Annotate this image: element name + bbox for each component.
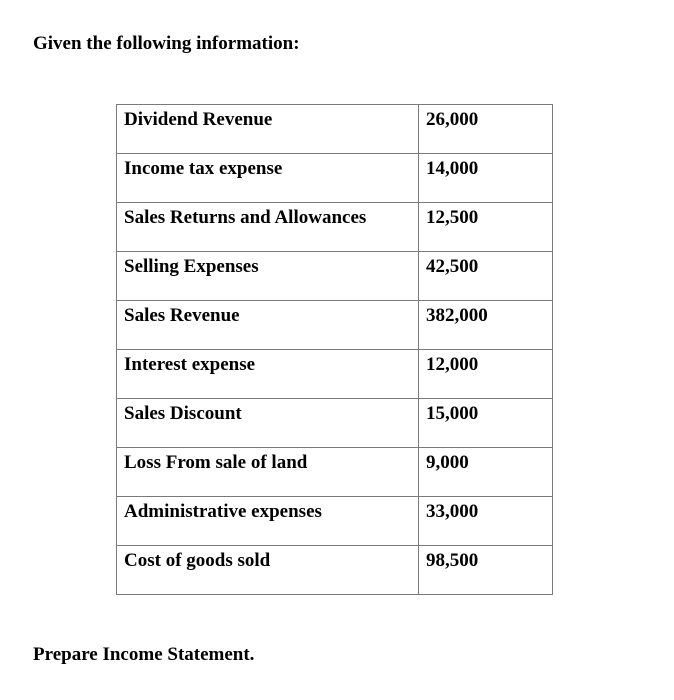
row-label: Interest expense: [124, 354, 256, 375]
row-label: Selling Expenses: [124, 256, 259, 277]
row-value-cell: [419, 301, 553, 350]
row-value: 33,000: [426, 501, 479, 522]
row-value-cell: [419, 546, 553, 595]
row-value: 12,500: [426, 207, 479, 228]
row-label: Income tax expense: [124, 158, 283, 179]
row-label: Cost of goods sold: [124, 550, 271, 571]
row-label-cell: [117, 546, 419, 595]
row-value: 12,000: [426, 354, 479, 375]
data-table-container: [116, 104, 553, 595]
table-row: [117, 203, 553, 252]
table-row: [117, 497, 553, 546]
data-table: [116, 104, 553, 595]
row-value-cell: [419, 448, 553, 497]
row-label: Loss From sale of land: [124, 452, 308, 473]
row-value-cell: [419, 497, 553, 546]
table-row: [117, 105, 553, 154]
row-label-cell: [117, 252, 419, 301]
row-label-cell: [117, 497, 419, 546]
table-row: [117, 399, 553, 448]
table-row: [117, 252, 553, 301]
table-row: [117, 350, 553, 399]
row-value: 14,000: [426, 158, 479, 179]
row-value-cell: [419, 252, 553, 301]
table-row: [117, 154, 553, 203]
row-label: Dividend Revenue: [124, 109, 273, 130]
table-row: [117, 301, 553, 350]
row-label: Sales Revenue: [124, 305, 240, 326]
row-label-cell: [117, 301, 419, 350]
row-value: 15,000: [426, 403, 479, 424]
row-label-cell: [117, 154, 419, 203]
row-value-cell: [419, 350, 553, 399]
instruction-text: Prepare Income Statement.: [33, 644, 255, 665]
row-value: 9,000: [426, 452, 469, 473]
row-value-cell: [419, 399, 553, 448]
table-row: [117, 448, 553, 497]
row-label-cell: [117, 448, 419, 497]
row-label: Administrative expenses: [124, 501, 322, 522]
row-label-cell: [117, 105, 419, 154]
row-value: 98,500: [426, 550, 479, 571]
row-label-cell: [117, 203, 419, 252]
row-value: 382,000: [426, 305, 488, 326]
row-value-cell: [419, 154, 553, 203]
row-label: Sales Returns and Allowances: [124, 207, 367, 228]
row-value: 26,000: [426, 109, 479, 130]
table-row: [117, 546, 553, 595]
row-value: 42,500: [426, 256, 479, 277]
row-label-cell: [117, 350, 419, 399]
row-value-cell: [419, 105, 553, 154]
row-label: Sales Discount: [124, 403, 242, 424]
row-label-cell: [117, 399, 419, 448]
row-value-cell: [419, 203, 553, 252]
intro-heading: Given the following information:: [33, 33, 300, 54]
